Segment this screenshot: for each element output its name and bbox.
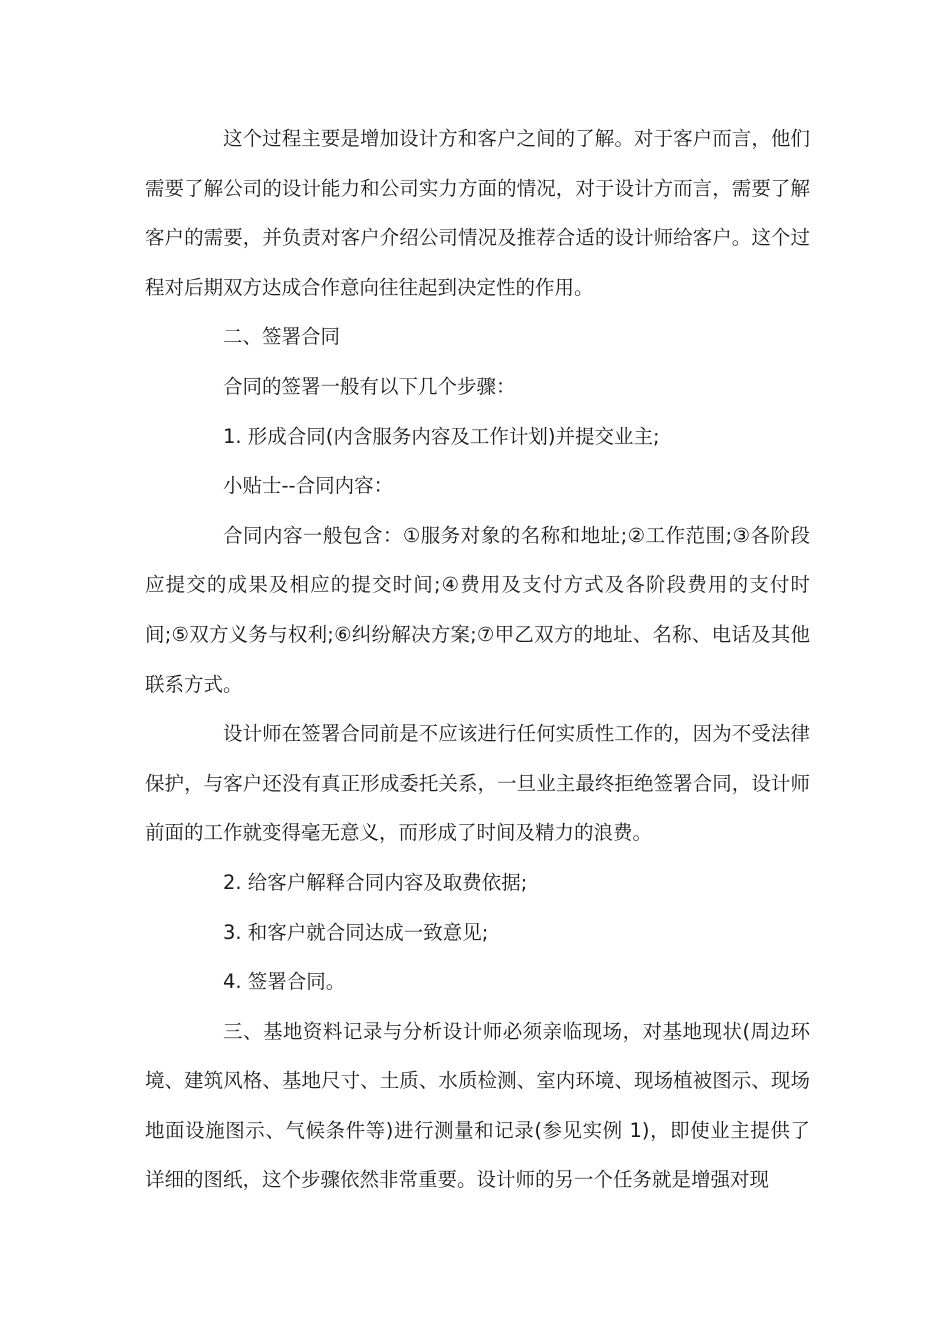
paragraph-designer-note: 设计师在签署合同前是不应该进行任何实质性工作的，因为不受法律保护，与客户还没有真正形成委托关系，一旦业主最终拒绝签署合同，设计师前面的工作就变得毫无意义，而形成了时间及精力的浪费。 [145,722,810,845]
list-item-step-2: 2. 给客户解释合同内容及取费依据; [223,870,528,894]
list-item-step-1: 1. 形成合同(内含服务内容及工作计划)并提交业主; [223,424,660,448]
document-body [145,114,810,1205]
paragraph-intro: 这个过程主要是增加设计方和客户之间的了解。对于客户而言，他们需要了解公司的设计能力和公司实力方面的情况，对于设计方而言，需要了解客户的需要，并负责对客户介绍公司情况及推荐合适的设计师给客户。这个过程对后期双方达成合作意向往往起到决定性的作用。 [145,127,810,299]
paragraph-contract-steps: 合同的签署一般有以下几个步骤： [223,374,516,398]
list-item-step-3: 3. 和客户就合同达成一致意见; [223,920,489,944]
paragraph-contract-content: 合同内容一般包含：①服务对象的名称和地址;②工作范围;③各阶段应提交的成果及相应的提交时间;④费用及支付方式及各阶段费用的支付时间;⑤双方义务与权利;⑥纠纷解决方案;⑦甲乙双方的地址、名称、电话及其他联系方式。 [145,523,810,696]
section-site-analysis: 三、基地资料记录与分析设计师必须亲临现场，对基地现状(周边环境、建筑风格、基地尺寸、土质、水质检测、室内环境、现场植被图示、现场地面设施图示、气候条件等)进行测量和记录(参见实例 1)，即使业主提供了详细的图纸，这个步骤依然非常重要。设计师的另一个任务就是增强对现 [145,1019,810,1192]
tip-heading: 小贴士--合同内容： [223,474,394,498]
section-heading-contract: 二、签署合同 [223,325,341,349]
list-item-step-4: 4. 签署合同。 [223,970,346,994]
